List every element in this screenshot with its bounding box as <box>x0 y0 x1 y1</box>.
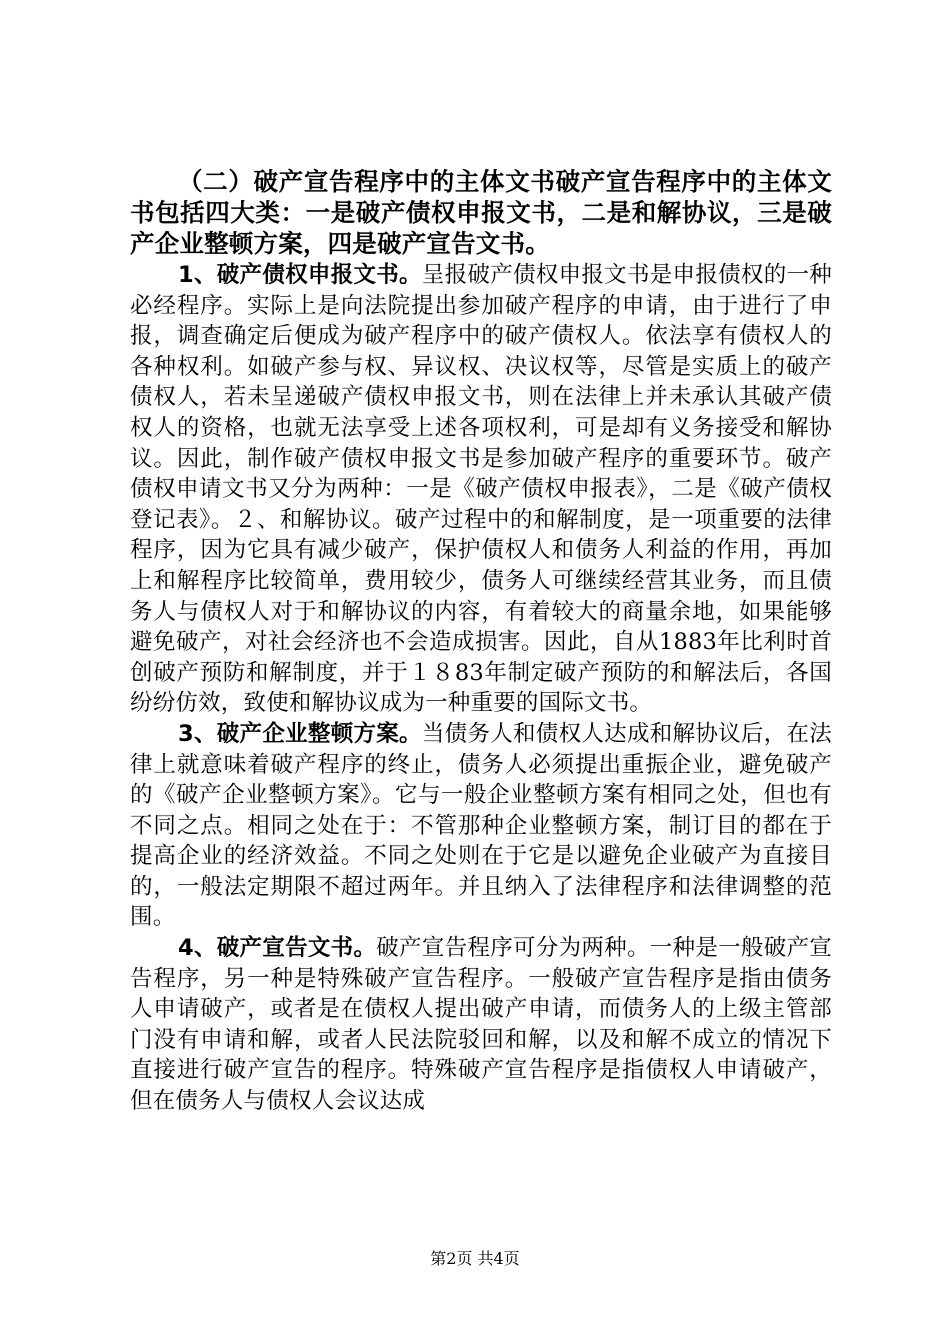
section-body-1: 呈报破产债权申报文书是申报债权的一种必经程序。实际上是向法院提出参加破产程序的申请，由于进行了申报，调查确定后便成为破产程序中的破产债权人。依法享有债权人的各种权利。如破产参与权、异议权、决议权等，尽管是实质上的破产债权人，若未呈递破产债权申报文书，则在法律上并未承认其破产债权人的资格，也就无法享受上述各项权利，可是却有义务接受和解协议。因此，制作破产债权申报文书是参加破产程序的重要环节。破产债权申请文书又分为两种：一是《破产债权申报表》，二是《破产债权登记表》。２、和解协议。破产过程中的和解制度，是一项重要的法律程序，因为它具有减少破产，保护债权人和债务人利益的作用，再加上和解程序比较简单，费用较少，债务人可继续经营其业务，而且债务人与债权人对于和解协议的内容，有着较大的商量余地，如果能够避免破产，对社会经济也不会造成损害。因此，自从1883年比利时首创破产预防和解制度，并于１８83年制定破产预防的和解法后，各国纷纷仿效，致使和解协议成为一种重要的国际文书。 <box>130 262 832 717</box>
section-paragraph-3 <box>130 719 832 933</box>
intro-paragraph: （二）破产宣告程序中的主体文书破产宣告程序中的主体文书包括四大类：一是破产债权申报文书，二是和解协议，三是破产企业整顿方案，四是破产宣告文书。 <box>130 167 832 258</box>
page-number-footer: 第2页 共4页 <box>430 1249 520 1268</box>
section-heading-1: 1、破产债权申报文书。 <box>178 262 422 288</box>
section-paragraph-4 <box>130 933 832 1117</box>
section-heading-4: 4、破产宣告文书。 <box>178 935 377 962</box>
document-body <box>130 166 832 1117</box>
section-body-3: 当债务人和债权人达成和解协议后，在法律上就意味着破产程序的终止，债务人必须提出重振企业，避免破产的《破产企业整顿方案》。它与一般企业整顿方案有相同之处，但也有不同之点。相同之处在于：不管那种企业整顿方案，制订目的都在于提高企业的经济效益。不同之处则在于它是以避免企业破产为直接目的，一般法定期限不超过两年。并且纳入了法律程序和法律调整的范围。 <box>130 720 832 931</box>
section-body-4: 破产宣告程序可分为两种。一种是一般破产宣告程序，另一种是特殊破产宣告程序。一般破产宣告程序是指由债务人申请破产，或者是在债权人提出破产申请，而债务人的上级主管部门没有申请和解，或者人民法院驳回和解，以及和解不成立的情况下直接进行破产宣告的程序。特殊破产宣告程序是指债权人申请破产，但在债务人与债权人会议达成 <box>130 935 832 1115</box>
section-heading-3: 3、破产企业整顿方案。 <box>178 720 422 747</box>
section-paragraph-1 <box>130 260 832 719</box>
